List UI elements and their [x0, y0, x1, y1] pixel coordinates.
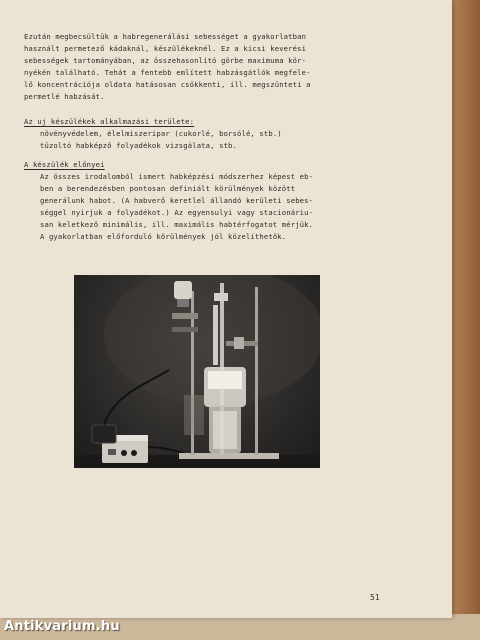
- motor-unit: [174, 281, 192, 299]
- text-line: permetlé habzását.: [24, 92, 105, 101]
- knob-icon: [131, 450, 137, 456]
- text-line: san keletkező minimális, ill. maximális habtérfogatot mérjük.: [40, 220, 314, 229]
- text-line: generálunk habot. (A habverő keretlel állandó kerületi sebes-: [40, 196, 314, 205]
- list-item: tüzoltó habképző folyadékok vizsgálata, stb.: [40, 141, 237, 150]
- text-line: nyékén található. Tehát a fentebb említett habzásgátlók megfele-: [24, 68, 311, 77]
- text-line: A gyakorlatban előforduló körülmények jól közelíthetők.: [40, 232, 287, 241]
- text-line: használt permetező kádaknál, készülékeknél. Ez a kicsi keverési: [24, 44, 307, 53]
- page-number: 51: [370, 593, 380, 602]
- text-line: Ezután megbecsültük a habregenerálási sebességet a gyakorlatban: [24, 32, 307, 41]
- section-heading: Az uj készülékek alkalmazási területe:: [24, 117, 195, 126]
- knob-icon: [121, 450, 127, 456]
- transformer-box: [92, 425, 116, 443]
- intro-paragraph: [24, 31, 424, 103]
- apparatus-illustration: [74, 275, 320, 468]
- apparatus-photo: [74, 275, 320, 468]
- section-heading: A készülék előnyei: [24, 160, 105, 169]
- watermark: Antikvarium.hu: [4, 619, 120, 634]
- stand-rod: [255, 287, 258, 455]
- text-line: lő koncentrációja oldata hatásosan csökkenti, ill. megszünteti a: [24, 80, 311, 89]
- list-item: növényvédelem, élelmiszeripar (cukorlé, borsólé, stb.): [40, 129, 282, 138]
- advantages-section: [24, 159, 424, 243]
- application-area-section: [24, 116, 424, 152]
- text-line: ben a berendezésben pontosan definiált körülmények között: [40, 184, 296, 193]
- book-spine-edge: [448, 0, 480, 640]
- text-line: séggel nyirjuk a folyadékot.) Az egyensulyi vagy stacionáriu-: [40, 208, 314, 217]
- text-line: Az összes irodalomból ismert habképzési módszerhez képest eb-: [40, 172, 314, 181]
- text-line: sebességek tartományában, az összehasonlító görbe maximuma kör-: [24, 56, 307, 65]
